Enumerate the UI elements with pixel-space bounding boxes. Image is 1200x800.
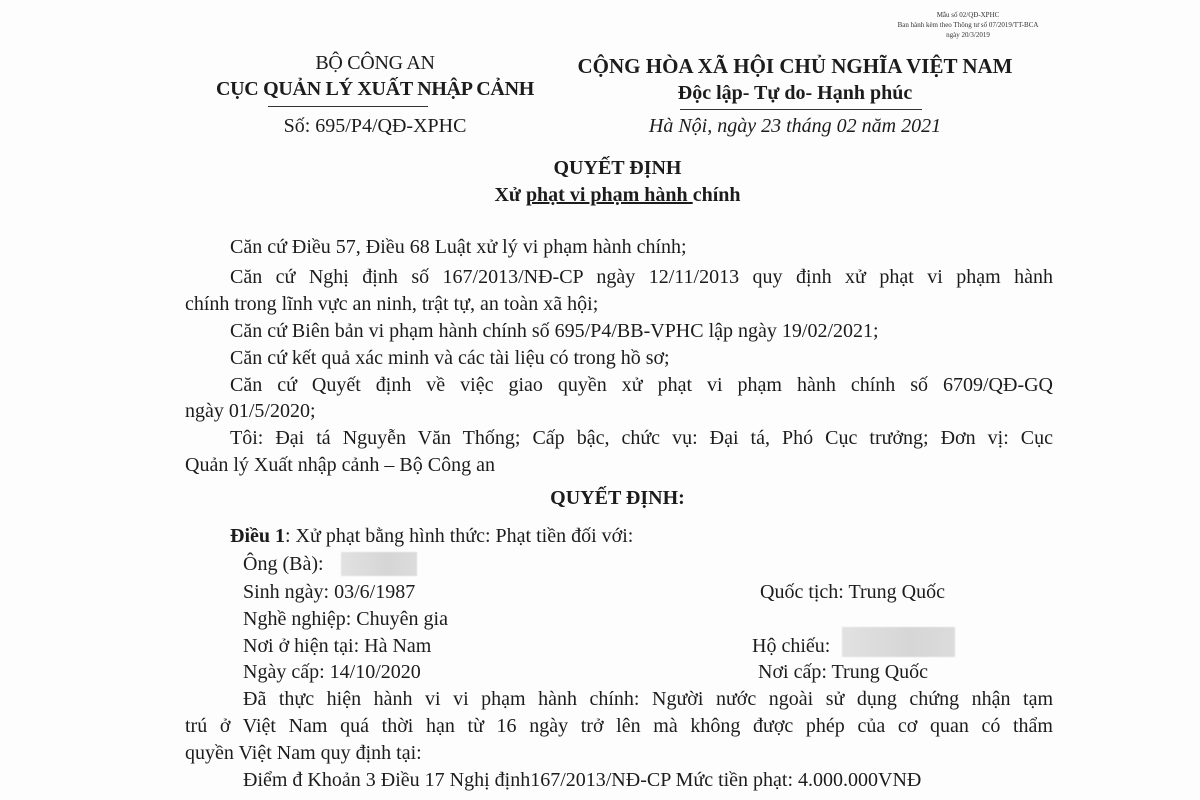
violation-line: Đã thực hiện hành vi vi phạm hành chính: Người nước ngoài sử dụng chứng nhận tạm [243, 688, 1053, 710]
preamble-line: Quản lý Xuất nhập cảnh – Bộ Công an [185, 454, 495, 476]
decision-heading: QUYẾT ĐỊNH: [550, 487, 685, 509]
motto-underline [680, 109, 922, 110]
form-note-line: Ban hành kèm theo Thông tư số 07/2019/TT-BCA [897, 21, 1039, 29]
passport-label: Hộ chiếu: [752, 635, 831, 657]
residence: Nơi ở hiện tại: Hà Nam [243, 635, 432, 657]
agency-name: CỤC QUẢN LÝ XUẤT NHẬP CẢNH [216, 78, 534, 100]
national-motto: Độc lập- Tự do- Hạnh phúc [677, 82, 913, 104]
nation-title: CỘNG HÒA XÃ HỘI CHỦ NGHĨA VIỆT NAM [577, 54, 1013, 78]
penalty-line: Điểm đ Khoản 3 Điều 17 Nghị định167/2013/NĐ-CP Mức tiền phạt: 4.000.000VNĐ [243, 769, 922, 791]
date-of-birth: Sinh ngày: 03/6/1987 [243, 581, 416, 603]
issue-date: Ngày cấp: 14/10/2020 [243, 661, 421, 683]
article-1 [230, 525, 633, 548]
name-label: Ông (Bà): [243, 553, 324, 575]
preamble-line: Tôi: Đại tá Nguyễn Văn Thống; Cấp bậc, chức vụ: Đại tá, Phó Cục trưởng; Đơn vị: Cục [230, 427, 1053, 449]
violation-line: trú ở Việt Nam quá thời hạn từ 16 ngày trở lên mà không được phép của cơ quan có thẩm [185, 715, 1053, 737]
occupation: Nghề nghiệp: Chuyên gia [243, 608, 448, 630]
document-subtitle [0, 184, 1200, 207]
place-date: Hà Nội, ngày 23 tháng 02 năm 2021 [648, 115, 942, 137]
form-note-line: Mẫu số 02/QĐ-XPHC [936, 11, 1000, 19]
subtitle-prefix: Xử [494, 184, 526, 206]
preamble-line: ngày 01/5/2020; [185, 400, 316, 422]
preamble-line: Căn cứ kết quả xác minh và các tài liệu có trong hồ sơ; [230, 347, 670, 369]
form-note-line: ngày 20/3/2019 [946, 31, 990, 39]
redacted-name [341, 552, 417, 576]
document-number: Số: 695/P4/QĐ-XPHC [283, 115, 467, 137]
article-1-text: : Xử phạt bằng hình thức: Phạt tiền đối với: [285, 525, 634, 547]
preamble-line: Căn cứ Biên bản vi phạm hành chính số 695/P4/BB-VPHC lập ngày 19/02/2021; [230, 320, 879, 342]
article-1-label: Điều 1 [230, 525, 285, 547]
subtitle-suffix: chính [692, 184, 741, 206]
subtitle-underlined: phạt vi phạm hành [525, 184, 693, 206]
agency-underline [268, 106, 428, 107]
preamble-line: Căn cứ Nghị định số 167/2013/NĐ-CP ngày 12/11/2013 quy định xử phạt vi phạm hành [230, 266, 1053, 288]
preamble-line: Căn cứ Quyết định về việc giao quyền xử phạt vi phạm hành chính số 6709/QĐ-GQ [230, 374, 1053, 396]
nationality: Quốc tịch: Trung Quốc [760, 581, 945, 603]
document-title: QUYẾT ĐỊNH [553, 157, 682, 179]
preamble-line: Căn cứ Điều 57, Điều 68 Luật xử lý vi phạm hành chính; [230, 236, 687, 258]
parent-agency: BỘ CÔNG AN [315, 52, 435, 74]
preamble-line: chính trong lĩnh vực an ninh, trật tự, an toàn xã hội; [185, 293, 599, 315]
issue-place: Nơi cấp: Trung Quốc [758, 661, 929, 683]
form-note [858, 10, 1078, 40]
redacted-passport [842, 627, 955, 657]
violation-line: quyền Việt Nam quy định tại: [185, 742, 422, 764]
